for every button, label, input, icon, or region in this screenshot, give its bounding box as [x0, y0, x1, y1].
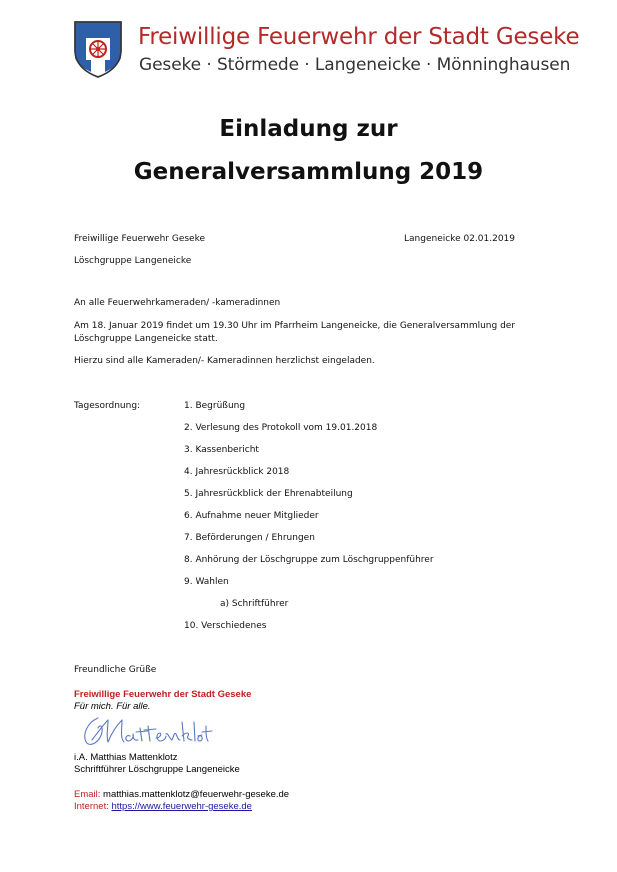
- agenda-item: 2. Verlesung des Protokoll vom 19.01.2018: [184, 423, 378, 433]
- agenda-item: 8. Anhörung der Löschgruppe zum Löschgruppenführer: [184, 555, 434, 565]
- organization-title: Freiwillige Feuerwehr der Stadt Geseke: [138, 24, 580, 50]
- sender-unit: Löschgruppe Langeneicke: [74, 256, 192, 266]
- internet-label: Internet:: [74, 801, 109, 812]
- signatory-name: i.A. Matthias Mattenklotz: [74, 752, 178, 763]
- invitation-paragraph-line-2: Löschgruppe Langeneicke statt.: [74, 334, 218, 344]
- signature-organization: Freiwillige Feuerwehr der Stadt Geseke: [74, 689, 252, 700]
- sender-name: Freiwillige Feuerwehr Geseke: [74, 234, 206, 244]
- email-line: [74, 789, 289, 800]
- website-link[interactable]: https://www.feuerwehr-geseke.de: [111, 801, 252, 812]
- agenda-item: 3. Kassenbericht: [184, 445, 259, 455]
- internet-line: [74, 801, 252, 812]
- agenda-item: 5. Jahresrückblick der Ehrenabteilung: [184, 489, 353, 499]
- agenda-label: Tagesordnung:: [74, 401, 141, 411]
- place-date: Langeneicke 02.01.2019: [404, 234, 515, 244]
- invitation-paragraph-line-1: Am 18. Januar 2019 findet um 19.30 Uhr im Pfarrheim Langeneicke, die Generalversammlung der: [74, 321, 516, 331]
- salutation: An alle Feuerwehrkameraden/ -kameradinnen: [74, 298, 281, 308]
- signature-slogan: Für mich. Für alle.: [74, 701, 151, 712]
- agenda-item: 9. Wahlen: [184, 577, 229, 587]
- email-label: Email:: [74, 789, 101, 800]
- closing: Freundliche Grüße: [74, 665, 157, 675]
- document-title-line-1: Einladung zur: [219, 116, 398, 142]
- organization-locations: Geseke · Störmede · Langeneicke · Mönninghausen: [139, 55, 571, 75]
- document-title-line-2: Generalversammlung 2019: [133, 159, 484, 185]
- signatory-role: Schriftführer Löschgruppe Langeneicke: [74, 764, 240, 775]
- agenda-item: 7. Beförderungen / Ehrungen: [184, 533, 315, 543]
- agenda-subitem: a) Schriftführer: [220, 599, 289, 609]
- invitation-paragraph-2: Hierzu sind alle Kameraden/- Kameradinnen herzlichst eingeladen.: [74, 356, 375, 366]
- fire-department-crest-icon: [73, 20, 123, 78]
- agenda-item: 10. Verschiedenes: [184, 621, 267, 631]
- handwritten-signature-icon: [78, 710, 218, 752]
- agenda-item: 4. Jahresrückblick 2018: [184, 467, 290, 477]
- agenda-item: 1. Begrüßung: [184, 401, 246, 411]
- email-address[interactable]: matthias.mattenklotz@feuerwehr-geseke.de: [103, 789, 290, 800]
- agenda-item: 6. Aufnahme neuer Mitglieder: [184, 511, 319, 521]
